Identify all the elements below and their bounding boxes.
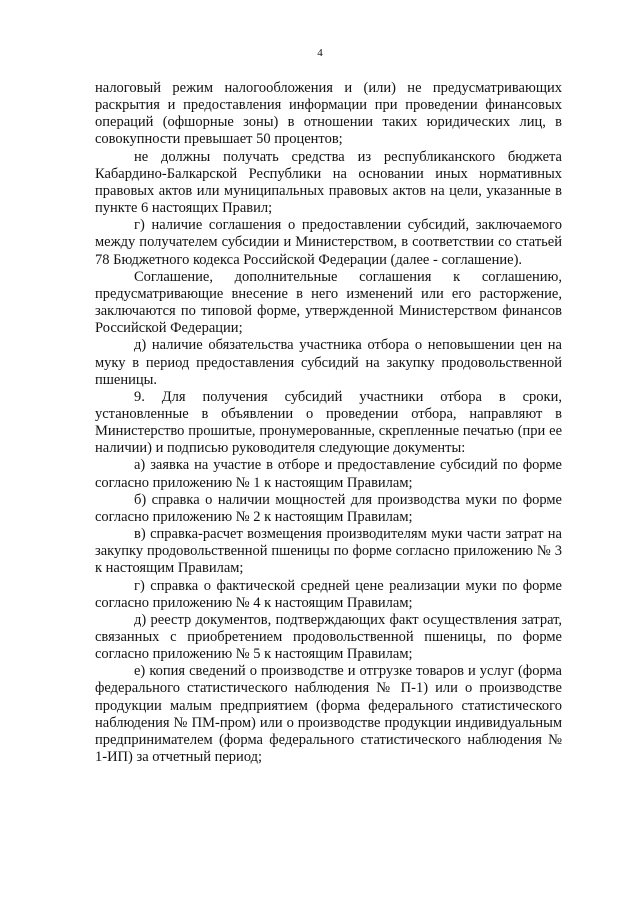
- paragraph-item-a-application: а) заявка на участие в отборе и предоставление субсидий по форме согласно приложению № 1 к настоящим Правилам;: [95, 457, 562, 491]
- paragraph-section-9: 9. Для получения субсидий участники отбора в сроки, установленные в объявлении о проведении отбора, направляют в Министерство прошитые, пронумерованные, скрепленные печатью (при ее наличии) и подписью руководителя следующие документы:: [95, 388, 562, 457]
- paragraph-budget-funds: не должны получать средства из республиканского бюджета Кабардино-Балкарской Республики на основании иных нормативных правовых актов или муниципальных правовых актов на цели, указанные в пункте 6 настоящих Правил;: [95, 148, 562, 217]
- paragraph-item-d-registry: д) реестр документов, подтверждающих факт осуществления затрат, связанных с приобретением продовольственной пшеницы, по форме согласно приложению № 5 к настоящим Правилам;: [95, 611, 562, 663]
- paragraph-item-e-statistics: е) копия сведений о производстве и отгрузке товаров и услуг (форма федерального статистического наблюдения № П-1) или о производстве продукции малым предприятием (форма федерального статистического наблюдения № ПМ-пром) или о производстве продукции индивидуальным предпринимателем (форма федерального статистического наблюдения № 1-ИП) за отчетный период;: [95, 663, 562, 766]
- page-number: 4: [317, 47, 323, 59]
- paragraph-item-g-price-certificate: г) справка о фактической средней цене реализации муки по форме согласно приложению № 4 к настоящим Правилам;: [95, 577, 562, 611]
- paragraph-item-v-calculation: в) справка-расчет возмещения производителям муки части затрат на закупку продовольственной пшеницы по форме согласно приложению № 3 к настоящим Правилам;: [95, 526, 562, 577]
- paragraph-offshore-continuation: налоговый режим налогообложения и (или) не предусматривающих раскрытия и предоставления информации при проведении финансовых операций (офшорные зоны) в отношении таких юридических лиц, в совокупности превышает 50 процентов;: [95, 80, 562, 148]
- paragraph-item-d-price-obligation: д) наличие обязательства участника отбора о неповышении цен на муку в период предоставления субсидий на закупку продовольственной пшеницы.: [95, 337, 562, 388]
- paragraph-item-b-capacity: б) справка о наличии мощностей для производства муки по форме согласно приложению № 2 к настоящим Правилам;: [95, 491, 562, 525]
- document-body: [95, 80, 562, 766]
- paragraph-item-g-agreement: г) наличие соглашения о предоставлении субсидий, заключаемого между получателем субсидии и Министерством, в соответствии со статьей 78 Бюджетного кодекса Российской Федерации (далее - соглашение).: [95, 217, 562, 268]
- paragraph-agreement-form: Соглашение, дополнительные соглашения к соглашению, предусматривающие внесение в него изменений или его расторжение, заключаются по типовой форме, утвержденной Министерством финансов Российской Федерации;: [95, 268, 562, 337]
